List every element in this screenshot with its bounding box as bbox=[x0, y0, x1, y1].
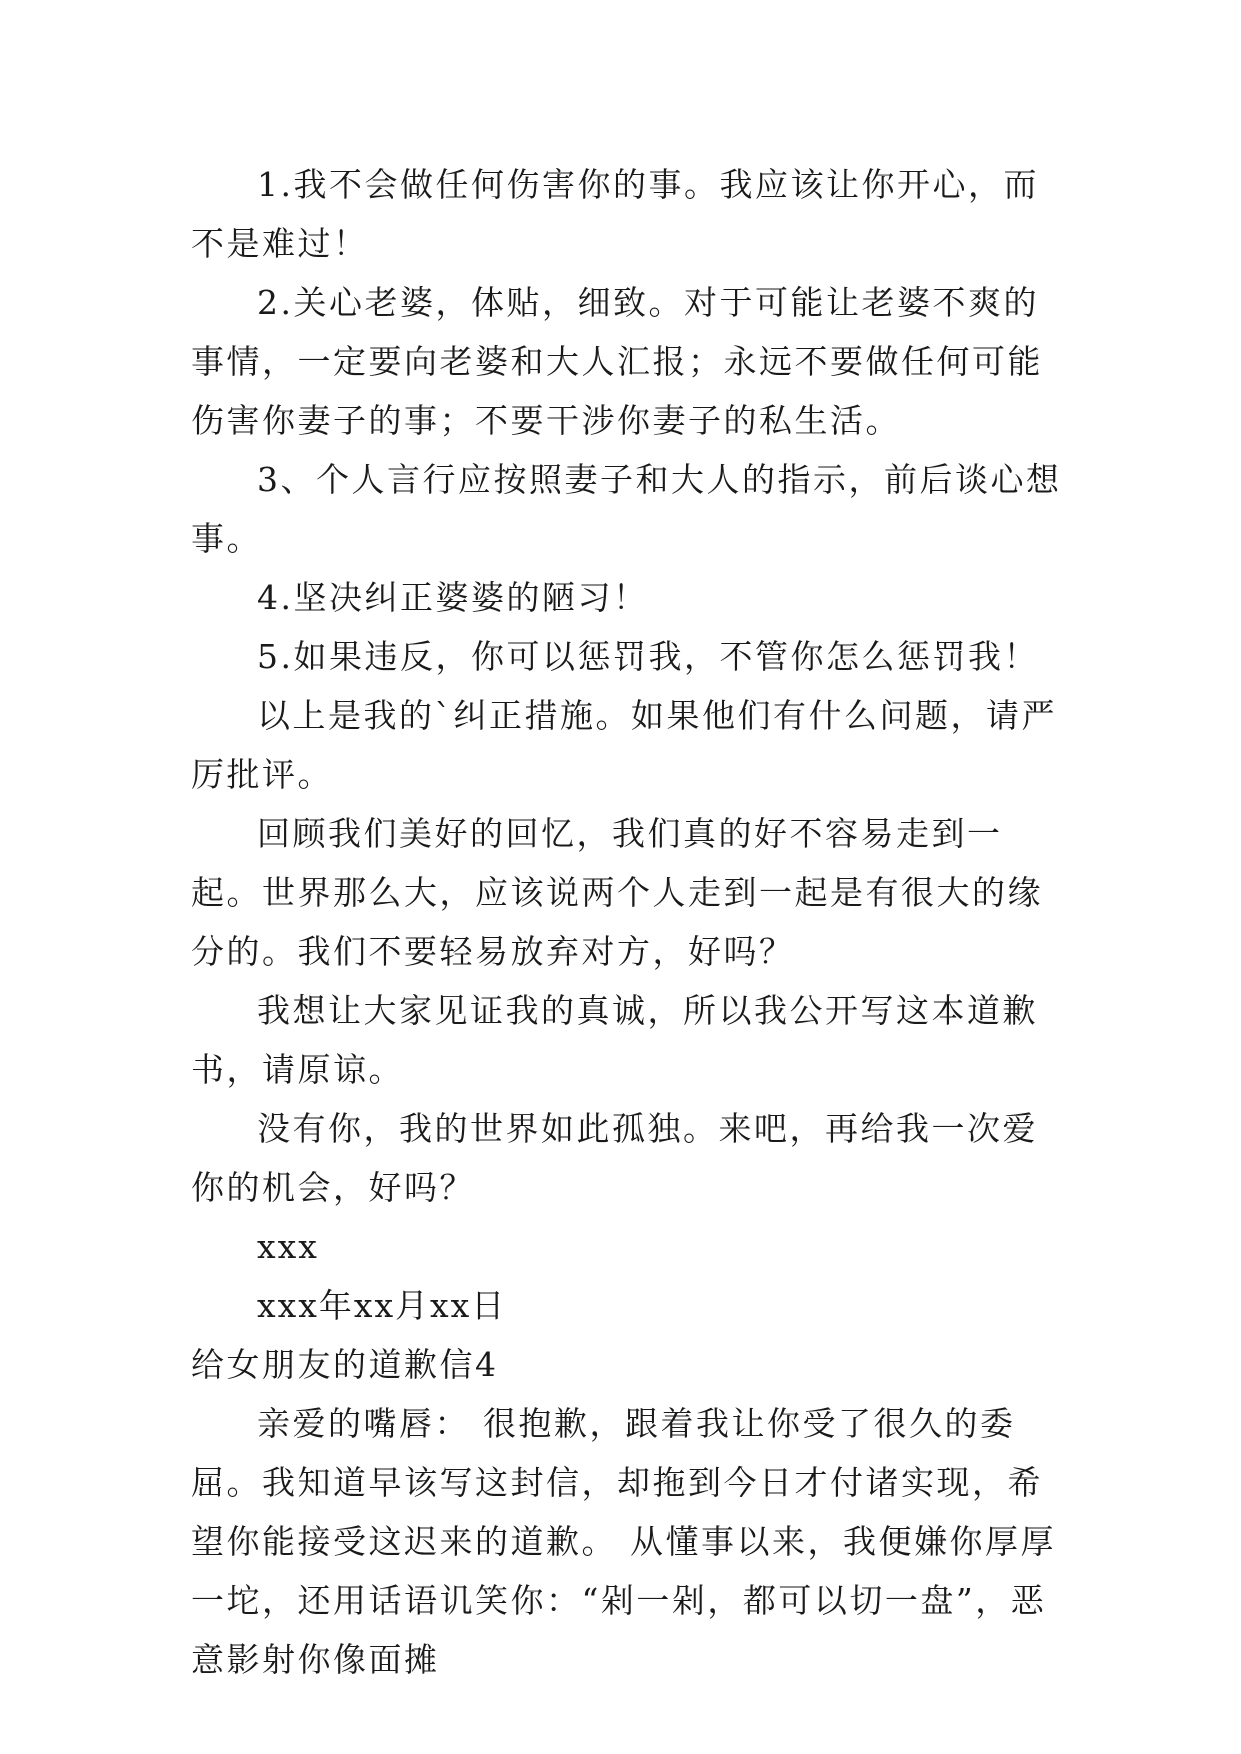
signature-name: xxx bbox=[257, 1227, 319, 1266]
paragraph-sincerity: 我想让大家见证我的真诚，所以我公开写这本道歉书，请原谅。 bbox=[191, 991, 1038, 1089]
paragraph-memories: 回顾我们美好的回忆，我们真的好不容易走到一起。世界那么大，应该说两个人走到一起是有很大的缘分的。我们不要轻易放弃对方，好吗？ bbox=[191, 814, 1043, 971]
section-title: 给女朋友的道歉信4 bbox=[191, 1345, 499, 1384]
document-body bbox=[191, 155, 1066, 1689]
paragraph-lonely: 没有你，我的世界如此孤独。来吧，再给我一次爱你的机会，好吗？ bbox=[191, 1109, 1038, 1207]
paragraph-letter-4: 亲爱的嘴唇： 很抱歉，跟着我让你受了很久的委屈。我知道早该写这封信，却拖到今日才付诸实现，希望你能接受这迟来的道歉。 从懂事以来，我便嫌你厚厚一坨，还用话语讥笑你：“剁一剁，都可以切一盘”，恶意影射你像面摊 bbox=[191, 1404, 1056, 1679]
paragraph-item-3: 3、个人言行应按照妻子和大人的指示，前后谈心想事。 bbox=[191, 460, 1062, 558]
paragraph-item-5: 5.如果违反，你可以惩罚我，不管你怎么惩罚我！ bbox=[257, 637, 1039, 676]
paragraph-item-1: 1.我不会做任何伤害你的事。我应该让你开心，而不是难过！ bbox=[191, 165, 1039, 263]
signature-date: xxx年xx月xx日 bbox=[257, 1286, 507, 1325]
paragraph-item-2: 2.关心老婆，体贴，细致。对于可能让老婆不爽的事情，一定要向老婆和大人汇报；永远不要做任何可能伤害你妻子的事；不要干涉你妻子的私生活。 bbox=[191, 283, 1043, 440]
paragraph-item-4: 4.坚决纠正婆婆的陋习！ bbox=[257, 578, 649, 617]
paragraph-corrective: 以上是我的`纠正措施。如果他们有什么问题，请严厉批评。 bbox=[191, 696, 1057, 794]
